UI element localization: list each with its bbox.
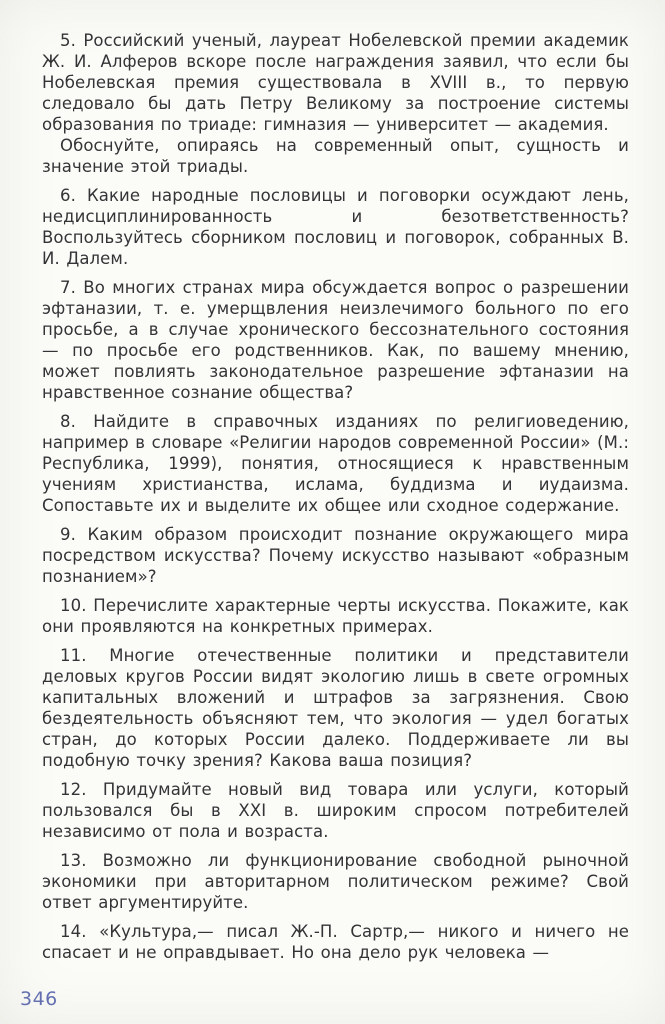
question-paragraph-7: 7. Во многих странах мира обсуждается вопрос о разрешении эфтаназии, т. е. умерщвления неизлечимого больного по его просьбе, а в случае хронического бессознательного состояния — по просьбе его родственников. Как, по вашему мнению, может повлиять законодательное разрешение эфтаназии на нравственное сознание общества? — [42, 278, 629, 402]
question-paragraph-5-continuation: Обоснуйте, опираясь на современный опыт, сущность и значение этой триады. — [42, 136, 629, 176]
question-paragraph-6: 6. Какие народные пословицы и поговорки осуждают лень, недисциплинированность и безответственность? Воспользуйтесь сборником пословиц и поговорок, собранных В. И. Далем. — [42, 186, 629, 268]
question-paragraph-12: 12. Придумайте новый вид товара или услуги, который пользовался бы в XXI в. широким спросом потребителей независимо от пола и возраста. — [42, 780, 629, 841]
question-paragraph-13: 13. Возможно ли функционирование свободной рыночной экономики при авторитарном политическом режиме? Свой ответ аргументируйте. — [42, 851, 629, 912]
question-paragraph-8: 8. Найдите в справочных изданиях по религиоведению, например в словаре «Религии народов современной России» (М.: Республика, 1999), понятия, относящиеся к нравственным учениям христианства, ислама, буддизма и иудаизма. Сопоставьте их и выделите их общее или сходное содержание. — [42, 412, 629, 515]
question-paragraph-14: 14. «Культура,— писал Ж.-П. Сартр,— никого и ничего не спасает и не оправдывает. Но она дело рук человека — — [42, 922, 629, 962]
question-paragraph-11: 11. Многие отечественные политики и представители деловых кругов России видят экологию лишь в свете огромных капитальных вложений и штрафов за загрязнения. Свою бездеятельность объясняют тем, что экология — удел богатых стран, до которых России далеко. Поддерживаете ли вы подобную точку зрения? Какова ваша позиция? — [42, 646, 629, 770]
question-paragraph-10: 10. Перечислите характерные черты искусства. Покажите, как они проявляются на конкретных примерах. — [42, 596, 629, 636]
question-paragraph-5: 5. Российский ученый, лауреат Нобелевской премии академик Ж. И. Алферов вскоре после награждения заявил, что если бы Нобелевская премия существовала в XVIII в., то первую следовало бы дать Петру Великому за построение системы образования по триаде: гимназия — университет — академия. — [42, 31, 629, 134]
page-number: 346 — [20, 988, 58, 1010]
question-paragraph-9: 9. Каким образом происходит познание окружающего мира посредством искусства? Почему искусство называют «образным познанием»? — [42, 525, 629, 586]
